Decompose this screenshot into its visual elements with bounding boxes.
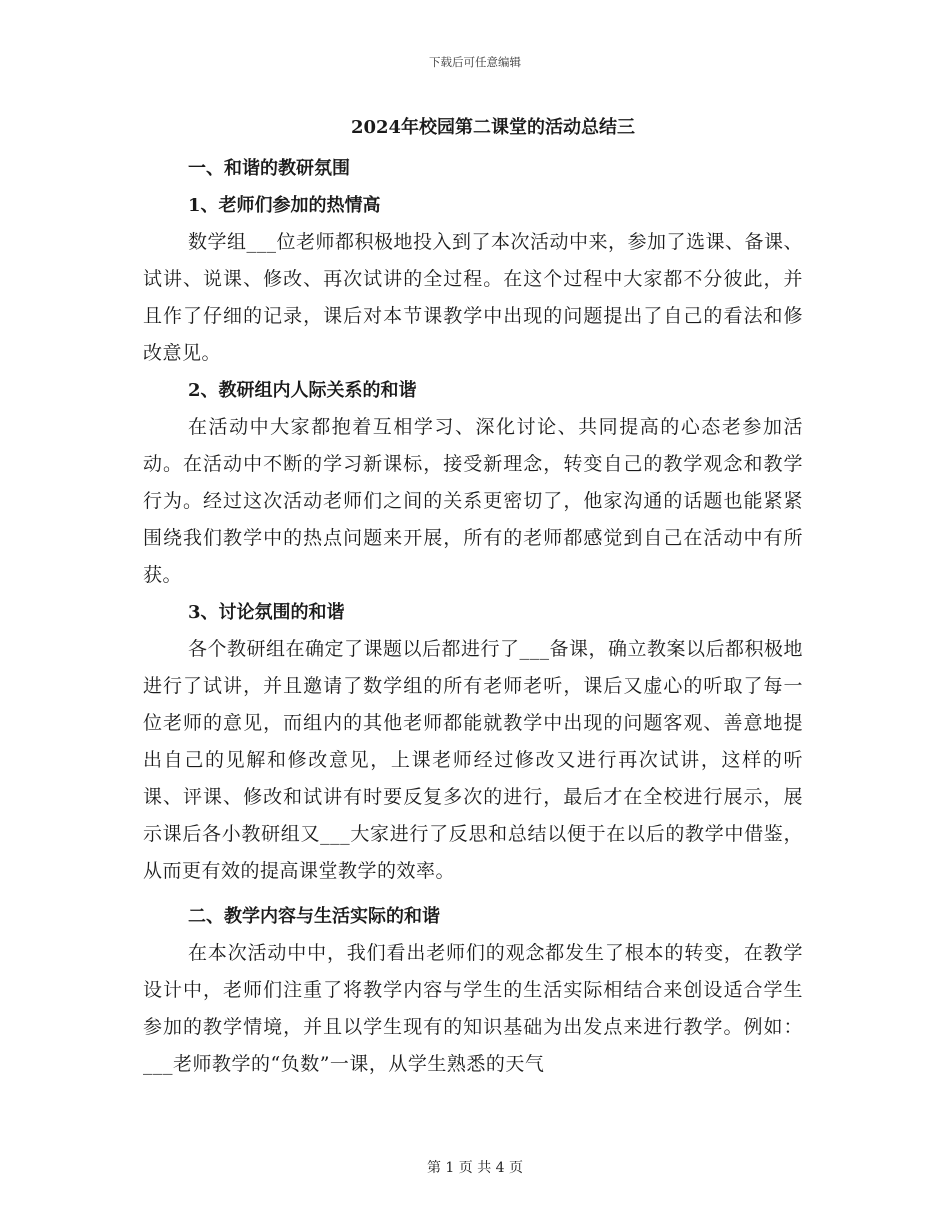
subsection-2-heading: 2、教研组内人际关系的和谐 [188, 380, 417, 401]
subsection-1-body: 数学组___位老师都积极地投入到了本次活动中来，参加了选课、备课、试讲、说课、修改、再次试讲的全过程。在这个过程中大家都不分彼此，并且作了仔细的记录，课后对本节课教学中出现的问题提出了自己的看法和修改意见。 [143, 231, 804, 364]
header-note: 下载后可任意编辑 [429, 55, 521, 69]
document-content [143, 112, 803, 1083]
subsection-1-heading: 1、老师们参加的热情高 [188, 195, 381, 216]
document-title: 2024年校园第二课堂的活动总结三 [350, 117, 636, 138]
section-1-heading: 一、和谐的教研氛围 [188, 158, 350, 179]
subsection-3-heading: 3、讨论氛围的和谐 [188, 602, 345, 623]
section-2-body: 在本次活动中中，我们看出老师们的观念都发生了根本的转变，在教学设计中，老师们注重了将教学内容与学生的生活实际相结合来创设适合学生参加的教学情境，并且以学生现有的知识基础为出发点来进行教学。例如：___老师教学的“负数”一课，从学生熟悉的天气 [143, 942, 803, 1075]
section-2-heading: 二、教学内容与生活实际的和谐 [188, 906, 440, 927]
page-number: 第 1 页 共 4 页 [426, 1160, 524, 1176]
section-gap [143, 890, 803, 898]
subsection-3-body: 各个教研组在确定了课题以后都进行了___备课，确立教案以后都积极地进行了试讲，并且邀请了数学组的所有老师老听，课后又虚心的听取了每一位老师的意见，而组内的其他老师都能就教学中出现的问题客观、善意地提出自己的见解和修改意见，上课老师经过修改又进行再次试讲，这样的听课、评课、修改和试讲有时要反复多次的进行，最后才在全校进行展示，展示课后各小教研组又___大家进行了反思和总结以便于在以后的教学中借鉴，从而更有效的提高课堂教学的效率。 [143, 638, 804, 882]
subsection-2-body: 在活动中大家都抱着互相学习、深化讨论、共同提高的心态老参加活动。在活动中不断的学习新课标，接受新理念，转变自己的教学观念和教学行为。经过这次活动老师们之间的关系更密切了，他家沟通的话题也能紧紧围绕我们教学中的热点问题来开展，所有的老师都感觉到自己在活动中有所获。 [143, 416, 803, 586]
